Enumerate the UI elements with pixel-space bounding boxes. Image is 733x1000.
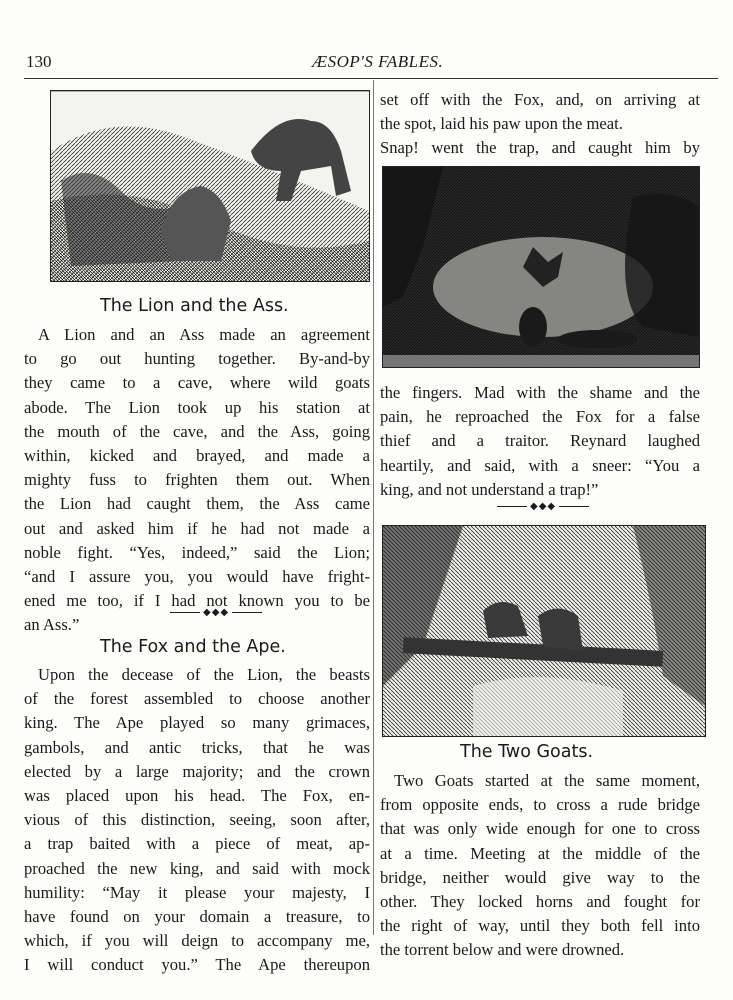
text-line: proached the new king, and said with mock	[24, 858, 370, 878]
text-line: which, if you will deign to accompany me,	[24, 931, 370, 951]
text-line: an Ass.”	[24, 615, 80, 635]
text-line: mighty fuss to frighten them out. When	[24, 470, 370, 490]
text-line: out and asked him if he had not made a	[24, 518, 370, 538]
text-line: have found on your domain a treasure, to	[24, 907, 370, 927]
fable-text-fox-and-ape-ending	[380, 381, 700, 502]
text-line: noble fight. “Yes, indeed,” said the Lion;	[24, 542, 370, 562]
fable-text-fox-and-ape-continued	[380, 88, 700, 161]
text-line: within, kicked and brayed, and made a	[24, 446, 370, 466]
text-line: the fingers. Mad with the shame and the	[380, 383, 700, 402]
text-line: thief and a traitor. Reynard laughed	[380, 431, 700, 451]
text-line: bridge, neither would give way to the	[380, 867, 700, 887]
page-number: 130	[26, 52, 52, 71]
text-line: the right of way, until they both fell into	[380, 916, 700, 936]
text-line: elected by a large majority; and the crown	[24, 761, 370, 781]
text-line: humility: “May it please your majesty, I	[24, 882, 370, 902]
text-line: set off with the Fox, and, on arriving at	[380, 90, 700, 109]
section-ornament: ◆◆◆	[497, 501, 589, 512]
fox-and-ape-illustration	[382, 166, 700, 368]
fable-text-lion-and-ass	[24, 323, 370, 638]
text-line: vious of this distinction, seeing, soon after,	[24, 810, 370, 830]
header-rule	[24, 78, 718, 79]
fable-title-lion-and-ass: The Lion and the Ass.	[100, 296, 289, 316]
text-line: pain, he reproached the Fox for a false	[380, 407, 700, 427]
text-line: A Lion and an Ass made an agreement	[38, 325, 370, 344]
text-line: a trap baited with a piece of meat, ap-	[24, 834, 370, 854]
section-ornament: ◆◆◆	[170, 607, 262, 618]
text-line: “and I assure you, you would have fright-	[24, 567, 370, 587]
text-line: the mouth of the cave, and the Ass, going	[24, 421, 370, 441]
text-line: at a time. Meeting at the middle of the	[380, 843, 700, 863]
text-line: ened me too, if I had not known you to be	[24, 591, 370, 611]
text-line: heartily, and said, with a sneer: “You a	[380, 455, 700, 475]
text-line: from opposite ends, to cross a rude bridge	[380, 795, 700, 815]
text-line: to go out hunting together. By-and-by	[24, 349, 370, 369]
text-line: Two Goats started at the same moment,	[394, 771, 700, 790]
text-line: I will conduct you.” The Ape thereupon	[24, 955, 370, 975]
text-line: they came to a cave, where wild goats	[24, 373, 370, 393]
two-goats-illustration	[382, 525, 706, 737]
fable-title-two-goats: The Two Goats.	[460, 742, 594, 762]
text-line: Snap! went the trap, and caught him by	[380, 138, 700, 158]
lion-and-ass-illustration	[50, 90, 370, 282]
text-line: Upon the decease of the Lion, the beasts	[38, 665, 370, 684]
text-line: the spot, laid his paw upon the meat.	[380, 114, 623, 134]
text-line: king, and not understand a trap!”	[380, 479, 599, 499]
text-line: king. The Ape played so many grimaces,	[24, 713, 370, 733]
column-rule	[373, 80, 374, 935]
text-line: gambols, and antic tricks, that he was	[24, 737, 370, 757]
text-line: was placed upon his head. The Fox, en-	[24, 786, 370, 806]
text-line: the Lion had caught them, the Ass came	[24, 494, 370, 514]
fable-text-fox-and-ape	[24, 663, 370, 978]
text-line: other. They locked horns and fought for	[380, 892, 700, 912]
text-line: of the forest assembled to choose another	[24, 689, 370, 709]
running-title: ÆSOP'S FABLES.	[312, 52, 444, 71]
text-line: abode. The Lion took up his station at	[24, 397, 370, 417]
text-line: the torrent below and were drowned.	[380, 940, 625, 960]
fable-text-two-goats	[380, 769, 700, 963]
text-line: that was only wide enough for one to cross	[380, 819, 700, 839]
fable-title-fox-and-ape: The Fox and the Ape.	[100, 637, 286, 657]
